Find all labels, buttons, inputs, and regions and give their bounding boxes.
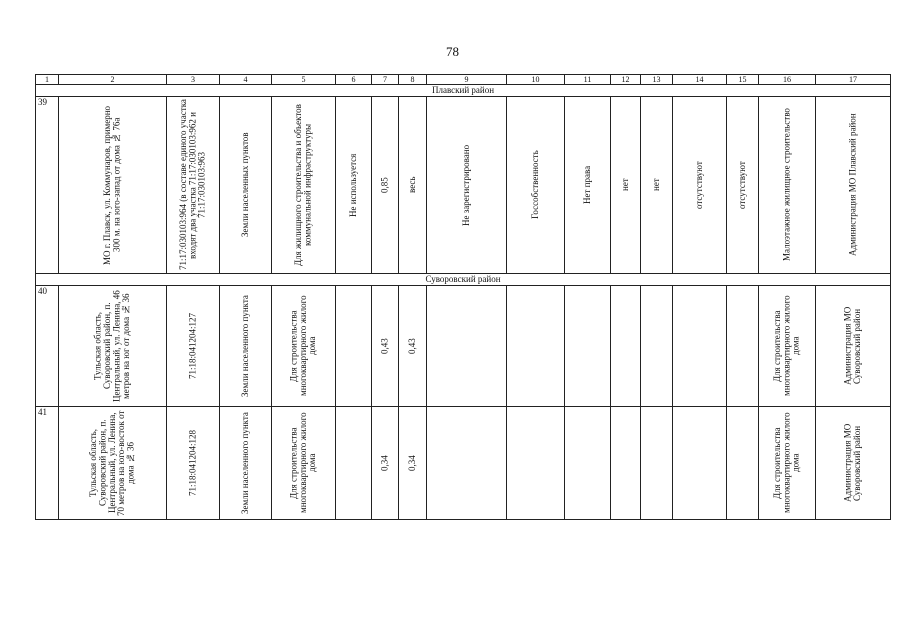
purpose-cell: Для жилищного строительства и объектов коммунальной инфраструктуры — [293, 104, 313, 266]
col-header: 4 — [220, 75, 272, 85]
cadastral-cell: 71:18:041204:128 — [187, 430, 198, 497]
area-cell: 0,85 — [379, 177, 390, 193]
col16-cell: Для строительства многоквартирного жилого дома — [771, 295, 801, 397]
col-header: 17 — [816, 75, 891, 85]
col-header: 15 — [727, 75, 759, 85]
address-cell: Тульская область, Суворовский район, п. Центральный, ул. Ленина, 70 метров на юго-восток от дома № 36 — [87, 410, 136, 516]
col-header: 6 — [336, 75, 372, 85]
area-cell: 0,43 — [379, 338, 390, 354]
col-header: 16 — [759, 75, 816, 85]
col17-cell: Администрация МО Суворовский район — [842, 423, 862, 503]
column-number-row — [36, 75, 891, 85]
col-header: 1 — [36, 75, 59, 85]
section-title: Плавский район — [36, 85, 891, 97]
col17-cell: Администрация МО Суворовский район — [842, 306, 862, 386]
address-cell: МО г. Плавск, ул. Коммунаров, примерно 300 м. на юго-запад от дома № 76а — [102, 105, 122, 265]
land-plots-table — [35, 74, 891, 520]
col15-cell: отсутствуют — [736, 161, 747, 209]
col-header: 12 — [611, 75, 641, 85]
col-header: 8 — [399, 75, 427, 85]
col-header: 9 — [427, 75, 507, 85]
col-header: 5 — [272, 75, 336, 85]
col8-cell: весь — [406, 176, 417, 194]
col12-cell: нет — [619, 178, 630, 192]
col-header: 13 — [641, 75, 673, 85]
col10-cell: Госсобственность — [529, 150, 540, 220]
purpose-cell: Для строительства многоквартирного жилого дома — [288, 412, 318, 514]
col-header: 14 — [673, 75, 727, 85]
col-header: 7 — [372, 75, 399, 85]
category-cell: Земли населенных пунктов — [239, 132, 250, 238]
col14-cell: отсутствуют — [693, 161, 704, 209]
section-row — [36, 274, 891, 286]
row-number: 40 — [36, 286, 59, 407]
col9-cell: Не зарегистрировано — [460, 144, 471, 226]
page-number: 78 — [446, 44, 459, 59]
section-row — [36, 85, 891, 97]
col-header: 2 — [59, 75, 167, 85]
cadastral-cell: 71:17:030103:964 (в составе единого участка входят два участка 71:17:030103:962 и 71:17:030103:963 — [177, 99, 207, 271]
cadastral-cell: 71:18:041204:127 — [187, 313, 198, 380]
area-cell: 0,34 — [379, 455, 390, 471]
col8-cell: 0,34 — [406, 455, 417, 471]
usage-cell: Не используется — [347, 153, 358, 217]
col11-cell: Нет права — [581, 165, 592, 205]
col16-cell: Малоэтажное жилищное строительство — [781, 108, 792, 262]
row-number: 41 — [36, 407, 59, 520]
purpose-cell: Для строительства многоквартирного жилого дома — [288, 295, 318, 397]
table-row — [36, 286, 891, 407]
col17-cell: Администрация МО Плавский район — [847, 113, 858, 257]
category-cell: Земли населенного пункта — [239, 295, 250, 397]
col-header: 3 — [167, 75, 220, 85]
table-row — [36, 407, 891, 520]
address-cell: Тульская область, Суворовский район, п. Центральный, ул. Ленина, 46 метров на юг от дома № 36 — [92, 290, 131, 402]
col8-cell: 0,43 — [406, 338, 417, 354]
col16-cell: Для строительства многоквартирного жилого дома — [771, 412, 801, 514]
col-header: 10 — [507, 75, 565, 85]
col13-cell: нет — [650, 178, 661, 192]
table-row — [36, 97, 891, 274]
row-number: 39 — [36, 97, 59, 274]
category-cell: Земли населенного пункта — [239, 412, 250, 514]
col-header: 11 — [565, 75, 611, 85]
section-title: Суворовский район — [36, 274, 891, 286]
